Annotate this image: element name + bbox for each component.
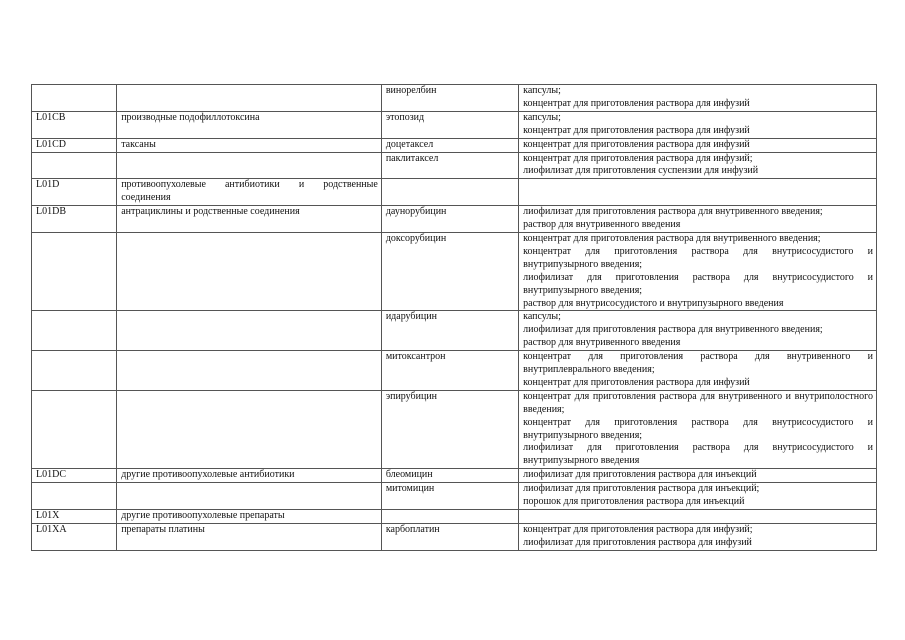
dosage-form-line: концентрат для приготовления раствора для инфузий [523, 376, 750, 388]
atc-code-cell: L01CB [32, 111, 117, 138]
drug-name-cell: этопозид [381, 111, 518, 138]
dosage-forms-cell [519, 351, 877, 391]
pharmacological-group-cell [117, 311, 382, 351]
atc-code-cell: L01DB [32, 206, 117, 233]
table-row [32, 510, 877, 524]
dosage-form-line: порошок для приготовления раствора для инъекций [523, 496, 745, 508]
atc-code-cell [32, 232, 117, 310]
pharmacological-group-cell: другие противоопухолевые антибиотики [117, 469, 382, 483]
dosage-form-line: лиофилизат для приготовления раствора для инъекций [523, 469, 757, 481]
dosage-form-line: капсулы; [523, 85, 561, 96]
dosage-form-line: лиофилизат для приготовления раствора для внутрисосудистого и внутрипузырного введения [523, 442, 873, 467]
dosage-form-line: лиофилизат для приготовления раствора для инфузий [523, 536, 752, 548]
atc-code-cell [32, 351, 117, 391]
dosage-form-line: лиофилизат для приготовления раствора для внутривенного введения; [523, 206, 823, 218]
dosage-form-line: концентрат для приготовления раствора для внутрисосудистого и внутрипузырного введения; [523, 416, 873, 441]
dosage-forms-cell [519, 138, 877, 152]
drug-name-cell: идарубицин [381, 311, 518, 351]
atc-code-cell: L01X [32, 510, 117, 524]
drug-name-cell: винорелбин [381, 85, 518, 112]
atc-code-cell [32, 152, 117, 179]
table-row [32, 351, 877, 391]
table-row [32, 469, 877, 483]
dosage-form-line: лиофилизат для приготовления суспензии для инфузий [523, 165, 759, 177]
dosage-forms-cell [519, 232, 877, 310]
table-row [32, 232, 877, 310]
dosage-form-line: концентрат для приготовления раствора для внутривенного и внутриполостного введения; [523, 390, 873, 415]
drug-name-cell: митоксантрон [381, 351, 518, 391]
atc-code-cell [32, 85, 117, 112]
dosage-forms-cell [519, 523, 877, 550]
dosage-form-line: концентрат для приготовления раствора для инфузий [523, 97, 750, 109]
dosage-forms-cell [519, 111, 877, 138]
pharmacological-group-cell: таксаны [117, 138, 382, 152]
pharmacological-group-cell: другие противоопухолевые препараты [117, 510, 382, 524]
dosage-forms-cell [519, 85, 877, 112]
table-row [32, 523, 877, 550]
dosage-forms-cell [519, 206, 877, 233]
dosage-form-line: раствор для внутрисосудистого и внутрипузырного введения [523, 297, 784, 309]
dosage-form-line: раствор для внутривенного введения [523, 219, 681, 231]
drug-name-cell: паклитаксел [381, 152, 518, 179]
drug-name-cell [381, 510, 518, 524]
dosage-form-line: раствор для внутривенного введения [523, 337, 681, 349]
table-row [32, 206, 877, 233]
atc-code-cell: L01XA [32, 523, 117, 550]
drug-table-body [32, 85, 877, 551]
table-row [32, 138, 877, 152]
dosage-form-line: лиофилизат для приготовления раствора для внутривенного введения; [523, 324, 823, 336]
dosage-form-line: лиофилизат для приготовления раствора для внутрисосудистого и внутрипузырного введения; [523, 271, 873, 296]
pharmacological-group-cell [117, 351, 382, 391]
dosage-form-line: концентрат для приготовления раствора для инфузий [523, 138, 750, 150]
atc-code-cell [32, 483, 117, 510]
dosage-forms-cell [519, 390, 877, 468]
dosage-form-line: концентрат для приготовления раствора для инфузий; [523, 523, 753, 535]
atc-code-cell [32, 311, 117, 351]
dosage-form-line: концентрат для приготовления раствора для внутривенного введения; [523, 232, 821, 244]
drug-name-cell: доксорубицин [381, 232, 518, 310]
drug-name-cell: митомицин [381, 483, 518, 510]
dosage-forms-cell [519, 311, 877, 351]
dosage-form-line: концентрат для приготовления раствора для внутривенного и внутриплеврального введения; [523, 351, 873, 376]
drug-name-cell: эпирубицин [381, 390, 518, 468]
atc-code-cell: L01D [32, 179, 117, 206]
drug-name-cell [381, 179, 518, 206]
drug-name-cell: даунорубицин [381, 206, 518, 233]
pharmacological-group-cell: препараты платины [117, 523, 382, 550]
dosage-forms-cell [519, 152, 877, 179]
table-row [32, 390, 877, 468]
atc-code-cell: L01CD [32, 138, 117, 152]
drug-table [31, 84, 877, 551]
table-row [32, 179, 877, 206]
dosage-forms-cell [519, 483, 877, 510]
dosage-forms-cell [519, 469, 877, 483]
pharmacological-group-cell [117, 390, 382, 468]
dosage-form-line: концентрат для приготовления раствора для инфузий [523, 124, 750, 136]
table-row [32, 152, 877, 179]
dosage-form-line: лиофилизат для приготовления раствора для инъекций; [523, 483, 760, 495]
dosage-form-line: концентрат для приготовления раствора для внутрисосудистого и внутрипузырного введения; [523, 245, 873, 270]
table-row [32, 483, 877, 510]
table-row [32, 85, 877, 112]
dosage-form-line: капсулы; [523, 311, 561, 323]
dosage-form-line: концентрат для приготовления раствора для инфузий; [523, 152, 753, 164]
table-row [32, 311, 877, 351]
pharmacological-group-cell [117, 152, 382, 179]
pharmacological-group-cell [117, 483, 382, 510]
atc-code-cell: L01DC [32, 469, 117, 483]
drug-name-cell: блеомицин [381, 469, 518, 483]
dosage-form-line: капсулы; [523, 111, 561, 123]
drug-name-cell: доцетаксел [381, 138, 518, 152]
pharmacological-group-cell: производные подофиллотоксина [117, 111, 382, 138]
pharmacological-group-cell [117, 232, 382, 310]
pharmacological-group-cell [117, 85, 382, 112]
pharmacological-group-cell: антрациклины и родственные соединения [117, 206, 382, 233]
dosage-forms-cell [519, 510, 877, 524]
table-row [32, 111, 877, 138]
atc-code-cell [32, 390, 117, 468]
dosage-forms-cell [519, 179, 877, 206]
drug-name-cell: карбоплатин [381, 523, 518, 550]
pharmacological-group-cell: противоопухолевые антибиотики и родственные соединения [117, 179, 382, 206]
